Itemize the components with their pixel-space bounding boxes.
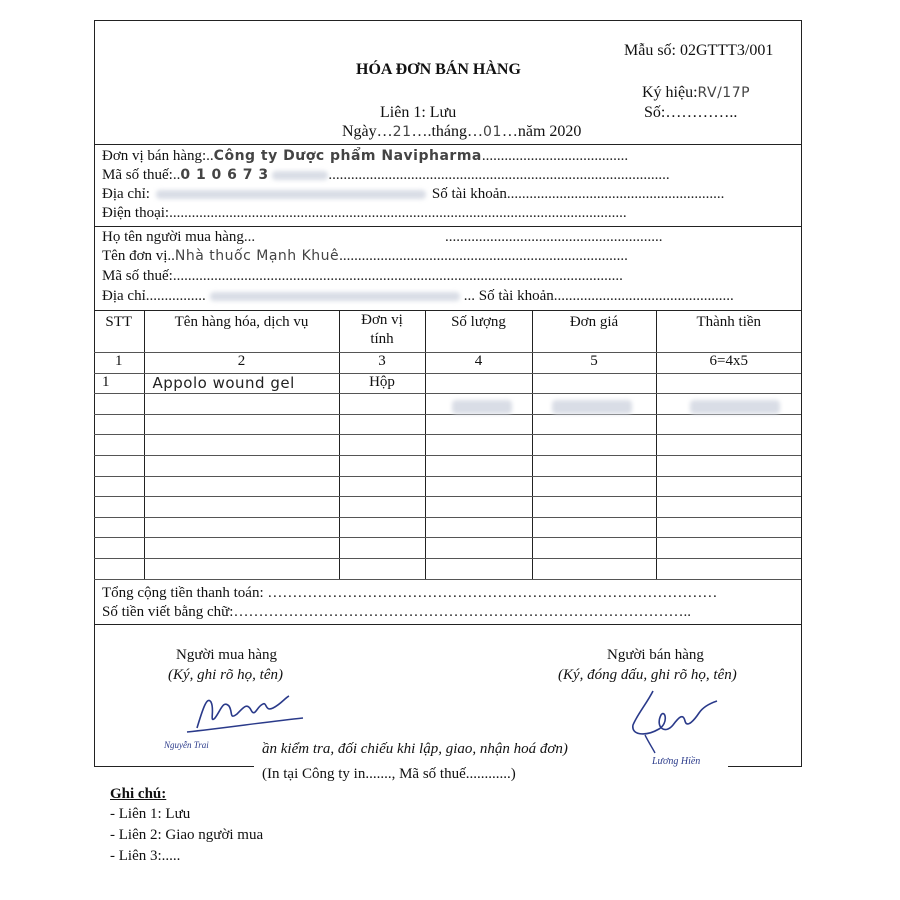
seller-unit-label: Đơn vị bán hàng: <box>102 148 207 164</box>
header-amount: Thành tiền <box>656 311 801 353</box>
header-quantity: Số lượng <box>425 311 532 353</box>
seller-tax: Mã số thuế:..0 1 0 6 7 3 ........................................................................................... <box>102 167 670 183</box>
buyer-name: Họ tên người mua hàng... <box>102 229 256 245</box>
buyer-signature-title: Người mua hàng <box>176 647 278 663</box>
number-label: Số: <box>644 104 666 121</box>
seller-unit: Đơn vị bán hàng:..Công ty Dược phẩm Navipharma....................................... <box>102 148 629 164</box>
buyer-unit-label: Tên đơn vị <box>102 248 168 264</box>
index-cell: 1 <box>94 353 144 374</box>
symbol-label: Ký hiệu: <box>642 84 698 101</box>
seller-signature-title: Người bán hàng <box>607 647 704 663</box>
buyer-unit: Tên đơn vị..Nhà thuốc Mạnh Khuê............................................................................. <box>102 248 628 264</box>
table-row <box>94 455 801 476</box>
notes-title: Ghi chú: <box>110 786 167 802</box>
index-cell: 4 <box>425 353 532 374</box>
amount-in-words: Số tiền viết bằng chữ:……………………………………………………………………………….. <box>102 604 691 620</box>
buyer-name-dots: .......................................................... <box>445 229 663 245</box>
seller-tax-label: Mã số thuế: <box>102 167 173 183</box>
buyer-signed-name: Nguyễn Trai <box>164 740 209 750</box>
date-month: 01 <box>483 124 502 140</box>
invoice-date: Ngày…21….tháng…01…năm 2020 <box>342 123 582 140</box>
month-label: tháng <box>431 123 468 140</box>
row-item-name: Appolo wound gel <box>144 373 339 394</box>
symbol-value: RV/17P <box>697 85 751 101</box>
index-cell: 3 <box>339 353 425 374</box>
table-row <box>94 435 801 456</box>
buyer-tax-label: Mã số thuế: <box>102 268 173 284</box>
seller-signed-name: Lương Hiền <box>652 756 701 767</box>
words-label: Số tiền viết bằng chữ: <box>102 604 234 620</box>
divider <box>94 624 801 625</box>
buyer-unit-value: Nhà thuốc Mạnh Khuê <box>174 248 340 264</box>
printed-at: (In tại Công ty in......., Mã số thuế............) <box>262 766 516 782</box>
blurred-quantity <box>452 398 512 416</box>
number-dots: ………….. <box>665 104 738 121</box>
header-unit: Đơn vị tính <box>339 311 425 353</box>
table-row <box>94 476 801 497</box>
seller-signature <box>625 685 735 755</box>
bottom-border <box>94 766 254 767</box>
invoice-title: HÓA ĐƠN BÁN HÀNG <box>356 61 521 78</box>
table-row <box>94 538 801 559</box>
total-payment: Tổng cộng tiền thanh toán: ……………………………………………………………………………… <box>102 585 718 601</box>
header-unit-price: Đơn giá <box>532 311 656 353</box>
table-row <box>94 558 801 579</box>
total-label: Tổng cộng tiền thanh toán: <box>102 585 264 601</box>
seller-signature-hint: (Ký, đóng dấu, ghi rõ họ, tên) <box>558 667 737 683</box>
seller-phone: Điện thoại:.......................................................................................................................... <box>102 205 627 221</box>
bottom-border <box>728 766 801 767</box>
seller-address-label: Địa chỉ: <box>102 186 150 202</box>
buyer-signature-hint: (Ký, ghi rõ họ, tên) <box>168 667 283 683</box>
form-number: Mẫu số: 02GTTT3/001 <box>624 42 774 59</box>
seller-phone-label: Điện thoại: <box>102 205 170 221</box>
check-note: ần kiểm tra, đối chiếu khi lập, giao, nhận hoá đơn) <box>262 741 568 757</box>
copy-label: Liên 1: Lưu <box>380 104 457 121</box>
table-row <box>94 414 801 435</box>
note-item: - Liên 2: Giao người mua <box>110 827 264 843</box>
table-row <box>94 497 801 518</box>
blurred-amount <box>690 398 780 416</box>
table-header-row <box>94 311 801 353</box>
seller-tax-value: 0 1 0 6 7 3 <box>180 167 269 183</box>
header-item-name: Tên hàng hóa, dịch vụ <box>144 311 339 353</box>
seller-account-label: Số tài khoản <box>431 186 507 202</box>
seller-unit-value: Công ty Dược phẩm Navipharma <box>213 148 482 164</box>
buyer-address-label: Địa chỉ <box>102 288 146 304</box>
buyer-account-label: Số tài khoản <box>478 288 554 304</box>
year-label: năm 2020 <box>517 123 582 140</box>
table-row <box>94 373 801 394</box>
index-cell: 5 <box>532 353 656 374</box>
buyer-name-label: Họ tên người mua hàng <box>102 229 244 245</box>
date-day: 21 <box>392 124 412 140</box>
invoice-number <box>644 104 737 122</box>
day-label: Ngày <box>342 123 377 140</box>
seller-address: Địa chỉ: Số tài khoản.......................................................... <box>102 186 725 202</box>
row-stt: 1 <box>94 373 144 394</box>
row-unit-price <box>532 373 656 394</box>
invoice-symbol <box>642 84 750 102</box>
row-quantity <box>425 373 532 394</box>
header-stt: STT <box>94 311 144 353</box>
table-index-row <box>94 353 801 374</box>
row-amount <box>656 373 801 394</box>
buyer-signature <box>185 688 315 738</box>
note-item: - Liên 3:..... <box>110 848 181 864</box>
index-cell: 2 <box>144 353 339 374</box>
row-unit: Hộp <box>339 373 425 394</box>
table-row <box>94 517 801 538</box>
items-table <box>94 311 801 580</box>
divider <box>94 144 801 145</box>
index-cell: 6=4x5 <box>656 353 801 374</box>
buyer-tax: Mã số thuế:........................................................................................................................ <box>102 268 623 284</box>
buyer-address: Địa chỉ................ ... Số tài khoản................................................ <box>102 288 734 304</box>
note-item: - Liên 1: Lưu <box>110 806 191 822</box>
divider <box>94 226 801 227</box>
blurred-price <box>552 398 632 416</box>
